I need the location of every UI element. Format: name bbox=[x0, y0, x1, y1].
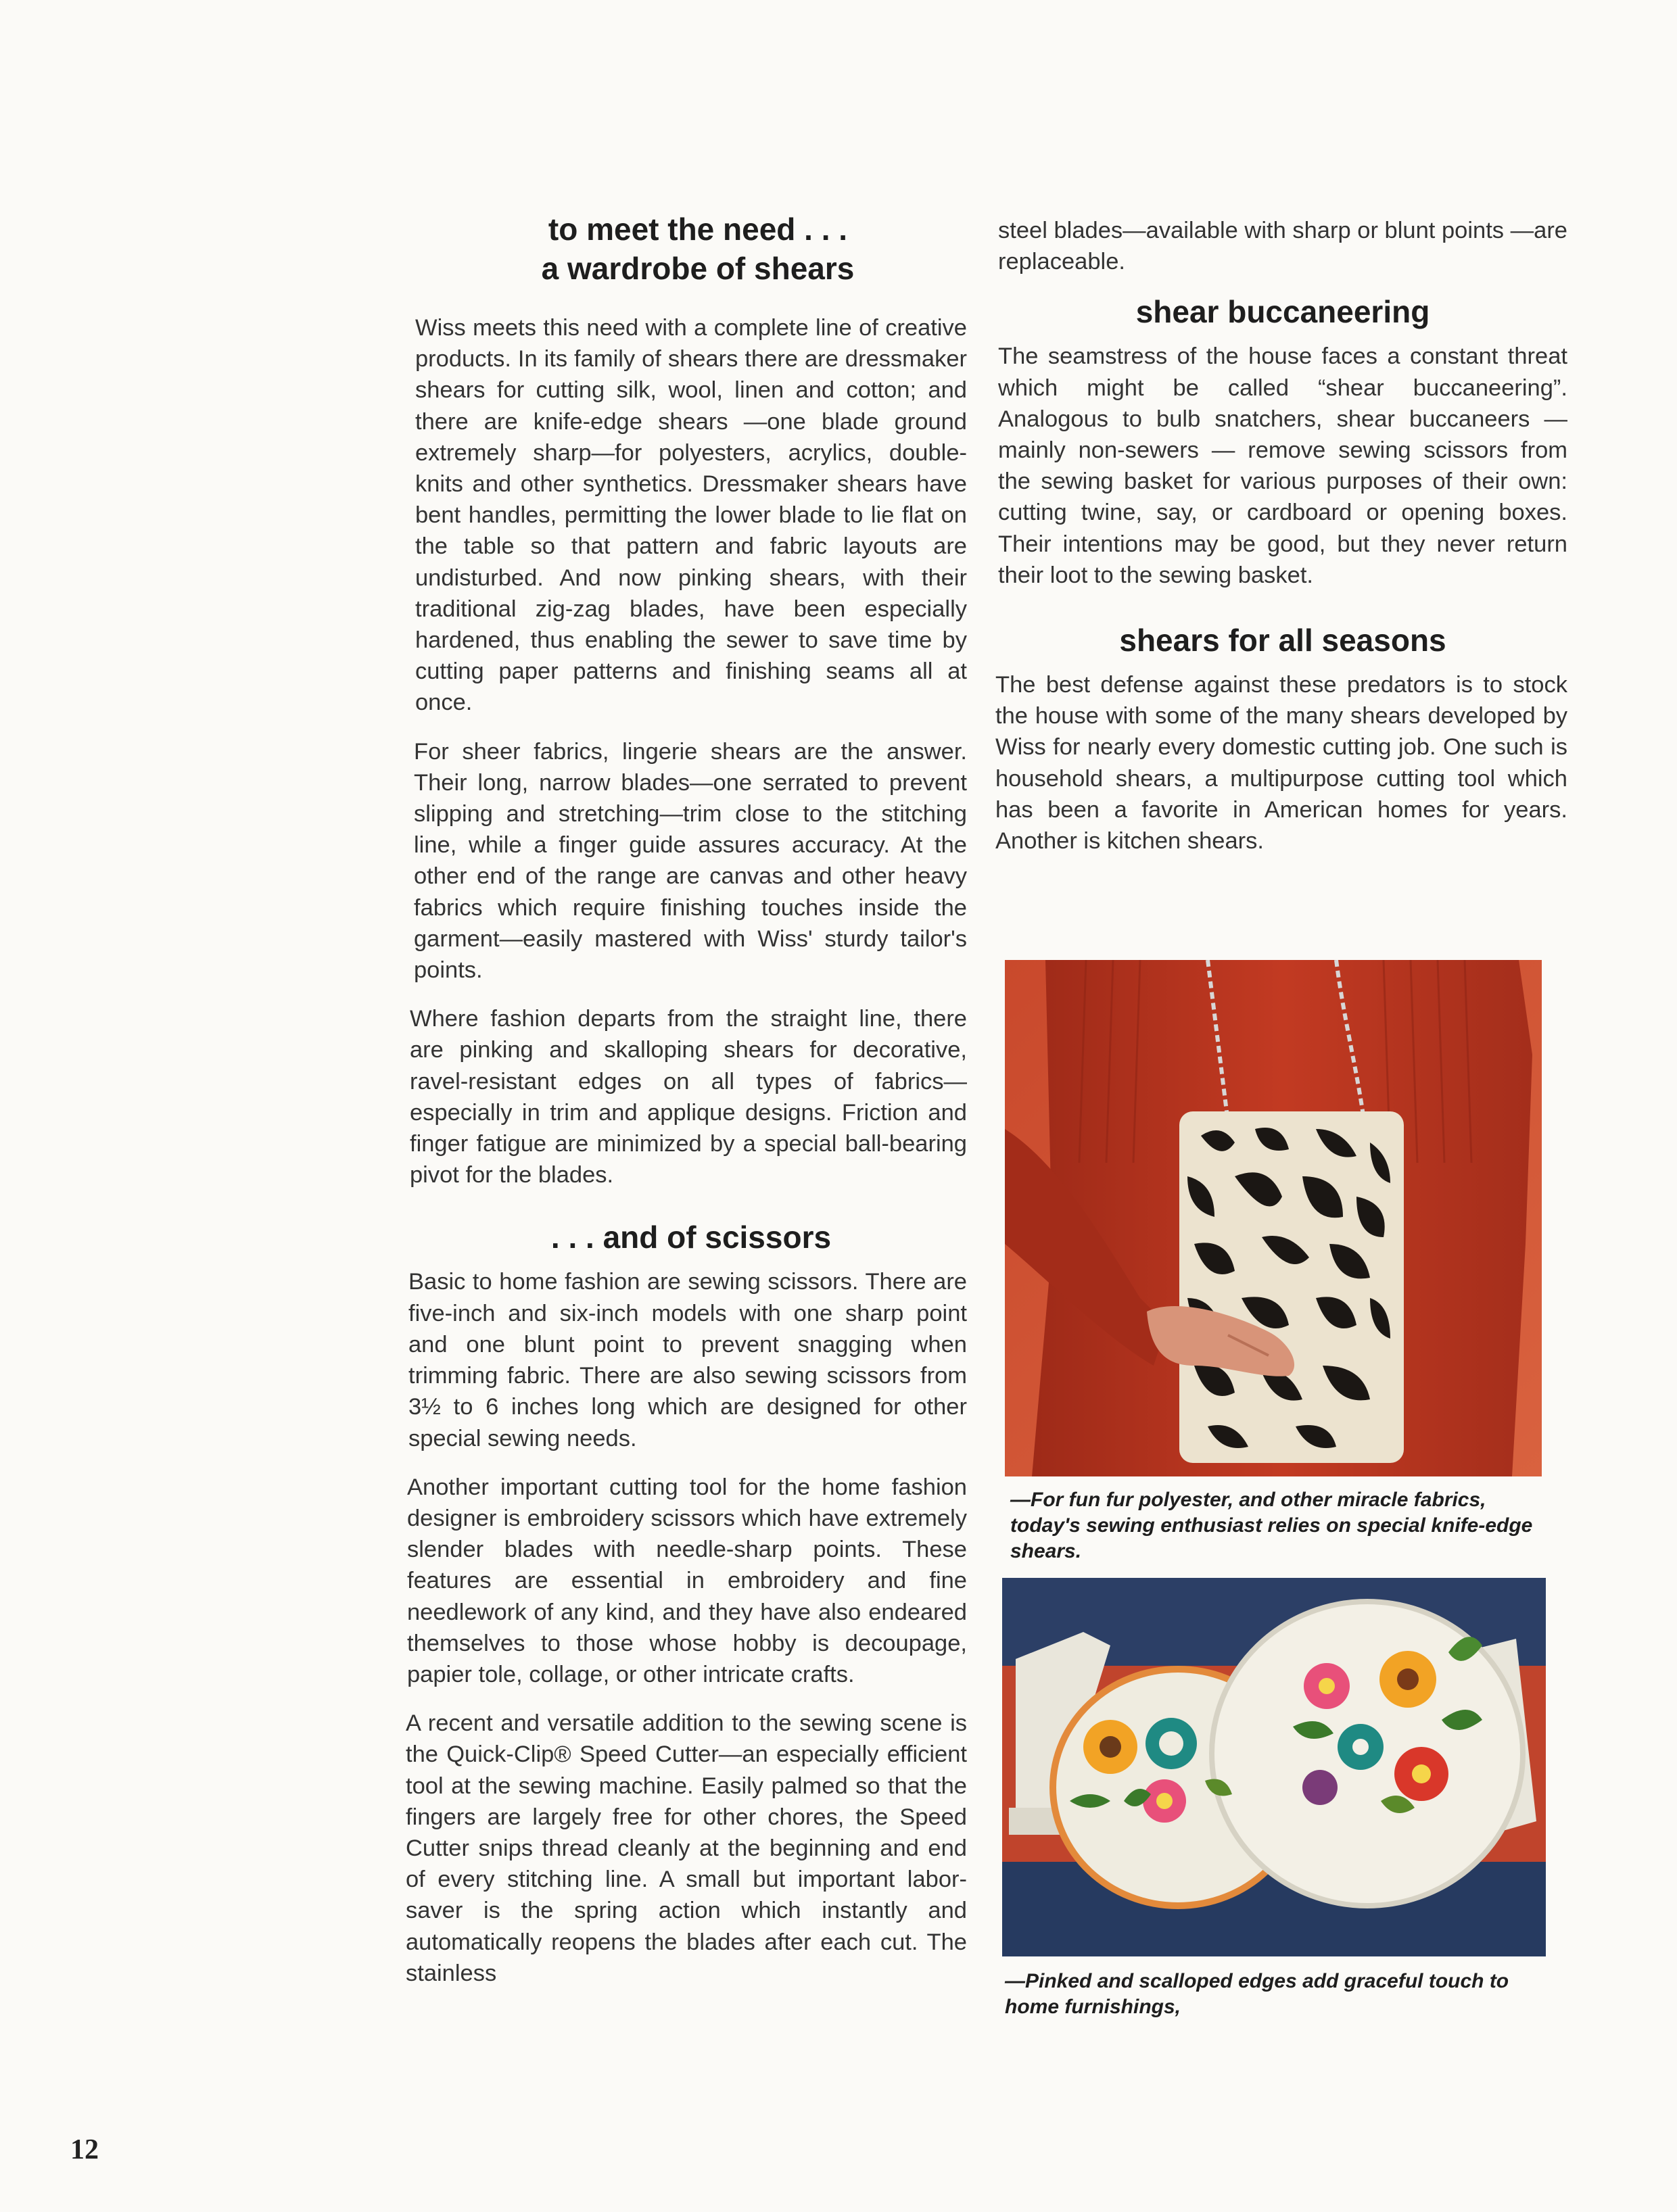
paragraph-speed-cutter: A recent and versatile addition to the sewing scene is the Quick-Clip® Speed Cutter—an especially efficient tool at the sewing machine. Easily palmed so that the fingers are largely free for other chores, the Speed Cutter snips thread cleanly at the beginning and end of every stitching line. A small but important labor-saver is the spring action which instantly and automatically reopens the blades after each cut. The stainless bbox=[406, 1710, 967, 1986]
fur-bag-illustration bbox=[1005, 960, 1542, 1476]
caption-pillows: —Pinked and scalloped edges add graceful touch to home furnishings, bbox=[1005, 1970, 1509, 2018]
heading-and-of-scissors: . . . and of scissors bbox=[550, 1220, 832, 1255]
caption-fur-bag: —For fun fur polyester, and other miracle fabrics, today's sewing enthusiast relies on special knife-edge shears. bbox=[1010, 1489, 1533, 1562]
paragraph-steel-blades: steel blades—available with sharp or blunt points —are replaceable. bbox=[998, 218, 1567, 275]
paragraph-embroidery-scissors: Another important cutting tool for the home fashion designer is embroidery scissors which have extremely slender blades with needle-sharp points. These features are essential in embroidery and fine needlework of any kind, and they have also endeared themselves to those whose hobby is decoupage, papier tole, collage, or other intricate crafts. bbox=[407, 1474, 967, 1687]
paragraph-sewing-scissors: Basic to home fashion are sewing scissors. There are five-inch and six-inch models with one sharp point and one blunt point to prevent snagging when trimming fabric. There are also sewing scissors from 3½ to 6 inches long which are designed for other special sewing needs. bbox=[408, 1269, 967, 1451]
heading-wardrobe-of-shears bbox=[429, 210, 967, 288]
left-column bbox=[402, 210, 967, 1989]
heading-shears-for-all-seasons: shears for all seasons bbox=[1119, 623, 1446, 658]
paragraph-wardrobe-intro: Wiss meets this need with a complete line of creative products. In its family of shears there are dressmaker shears for cutting silk, wool, linen and cotton; and there are knife-edge shears —one blade ground extremely sharp—for polyesters, acrylics, double-knits and other synthetics. Dressmaker shears have bent handles, permitting the lower blade to lie flat on the table so that pattern and fabric layouts are undisturbed. And now pinking shears, with their traditional zig-zag blades, have been especially hardened, thus enabling the sewer to save time by cutting paper patterns and finishing seams all at once. bbox=[415, 315, 967, 716]
photo-fur-bag bbox=[1005, 960, 1542, 1476]
paragraph-buccaneering: The seamstress of the house faces a constant threat which might be called “shear buccaneering”. Analogous to bulb snatchers, shear buccaneers — mainly non-sewers — remove sewing scissors from the sewing basket for various purposes of their own: cutting twine, say, or cardboard or opening boxes. Their intentions may be good, but they never return their loot to the sewing basket. bbox=[998, 343, 1567, 588]
paragraph-lingerie-shears: For sheer fabrics, lingerie shears are the answer. Their long, narrow blades—one serrated to prevent slipping and stretching—trim close to the stitching line, while a finger guide assures accuracy. At the other end of the range are canvas and other heavy fabrics which require finishing touches inside the garment—easily mastered with Wiss' sturdy tailor's points. bbox=[414, 738, 967, 984]
page-number: 12 bbox=[70, 2134, 99, 2165]
paragraph-best-defense: The best defense against these predators is to stock the house with some of the many shears developed by Wiss for nearly every domestic cutting job. One such is household shears, a multipurpose cutting tool which has been a favorite in American homes for years. Another is kitchen shears. bbox=[995, 672, 1567, 855]
pillows-illustration bbox=[1002, 1578, 1546, 1956]
photo-pillows bbox=[1002, 1578, 1546, 1956]
paragraph-pinking-shears: Where fashion departs from the straight line, there are pinking and skalloping shears for decorative, ravel-resistant edges on all types of fabrics—especially in trim and applique designs. Friction and finger fatigue are minimized by a special ball-bearing pivot for the blades. bbox=[410, 1006, 967, 1188]
heading-wardrobe-line2: a wardrobe of shears bbox=[541, 251, 855, 286]
heading-wardrobe-line1: to meet the need . . . bbox=[548, 212, 848, 247]
right-column bbox=[995, 215, 1567, 857]
heading-shear-buccaneering: shear buccaneering bbox=[1135, 294, 1430, 330]
